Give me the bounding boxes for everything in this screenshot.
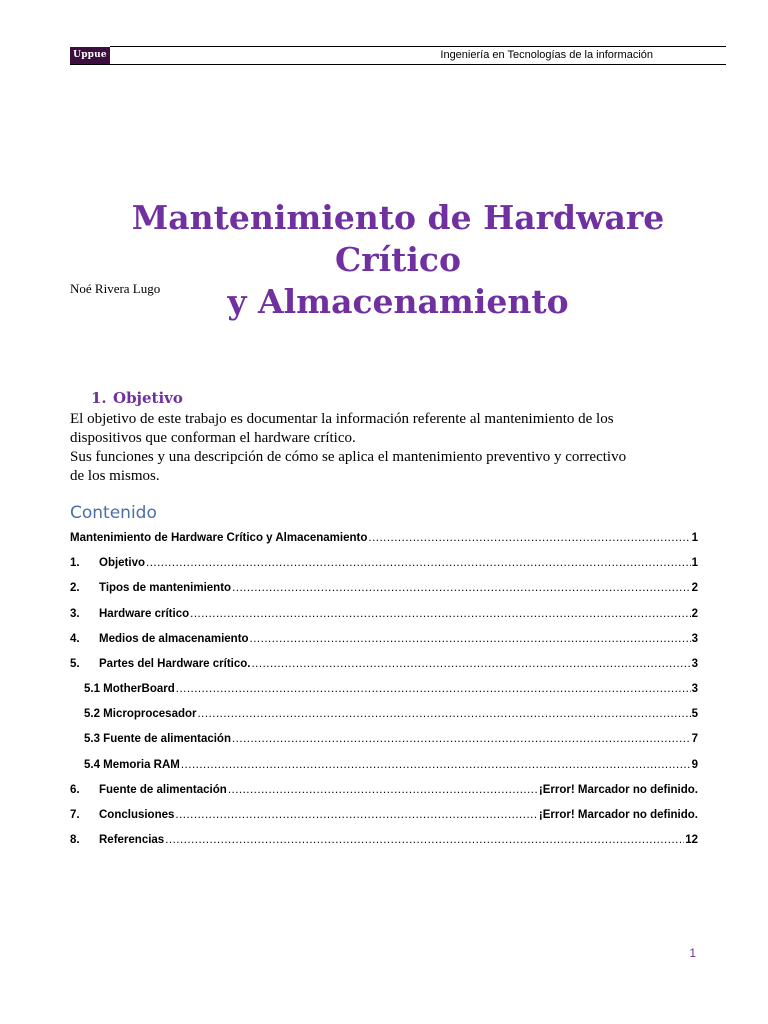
toc-entry-label: Objetivo [99,557,146,569]
toc-entry-label: 5.2 Microprocesador [84,708,197,720]
toc-entry-6[interactable] [70,782,698,798]
toc-entry-page: ¡Error! Marcador no definido. [538,784,698,796]
toc-entry-page: 5 [691,708,698,720]
toc-entry-number: 7. [70,809,80,821]
toc-entry-label: Partes del Hardware crítico. [99,658,251,670]
toc-leader-dots [197,706,690,722]
objective-paragraph-1-line-1: El objetivo de este trabajo es documentar la información referente al mantenimiento de los [70,411,614,427]
toc-entry-5-4[interactable] [84,757,698,773]
toc-entry-number: 4. [70,633,80,645]
document-title [70,197,726,323]
objective-paragraph-1-line-2: dispositivos que conforman el hardware crítico. [70,430,356,446]
author-name: Noé Rivera Lugo [70,281,161,296]
toc-entry-number: 8. [70,834,80,846]
document-title-line-2: y Almacenamiento [227,282,569,321]
toc-entry-label: Mantenimiento de Hardware Crítico y Almacenamiento [70,532,368,544]
toc-entry-5[interactable] [70,656,698,672]
toc-entry-page: 3 [691,633,698,645]
toc-leader-dots [232,580,691,596]
toc-leader-dots [251,656,690,672]
objective-paragraph-2-line-2: de los mismos. [70,468,160,484]
toc-entry-label: Hardware crítico [99,608,190,620]
toc-entry-page: 2 [691,582,698,594]
toc-leader-dots [181,757,691,773]
toc-leader-dots [146,555,691,571]
toc-entry-7[interactable] [70,807,698,823]
toc-entry-5-2[interactable] [84,706,698,722]
header-text: Ingeniería en Tecnologías de la información [440,49,653,61]
header-badge: Uppue [70,47,110,64]
header-rule-top [110,46,726,47]
toc-entry-label: 5.1 MotherBoard [84,683,175,695]
toc-heading: Contenido [70,503,157,523]
toc-leader-dots [176,681,691,697]
toc-entry-label: Referencias [99,834,165,846]
toc-entry-number: 1. [70,557,80,569]
toc-leader-dots [165,832,684,848]
toc-entry-page: 12 [685,834,698,846]
objective-heading [91,389,183,407]
toc-entry-5-1[interactable] [84,681,698,697]
toc-entry-label: Medios de almacenamiento [99,633,249,645]
toc-entry-number: 3. [70,608,80,620]
toc-entry-1[interactable] [70,555,698,571]
toc-entry-label: Tipos de mantenimiento [99,582,232,594]
toc-entry-page: 9 [691,759,698,771]
toc-leader-dots [228,782,538,798]
toc-leader-dots [175,807,538,823]
toc-leader-dots [190,606,690,622]
toc-entry-4[interactable] [70,631,698,647]
objective-paragraph-2 [70,448,696,486]
toc-entry-2[interactable] [70,580,698,596]
objective-heading-number: 1. [91,389,107,407]
toc-entry-label: 5.3 Fuente de alimentación [84,733,231,745]
toc-entry-label: Conclusiones [99,809,175,821]
toc-entry-number: 5. [70,658,80,670]
header-rule-bottom [70,64,726,65]
toc-entry-title[interactable] [70,530,698,546]
objective-paragraph-2-line-1: Sus funciones y una descripción de cómo se aplica el mantenimiento preventivo y correctivo [70,449,627,465]
toc-entry-number: 6. [70,784,80,796]
toc-entry-page: ¡Error! Marcador no definido. [538,809,698,821]
toc-entry-number: 2. [70,582,80,594]
document-title-line-1: Mantenimiento de Hardware Crítico [131,198,665,279]
toc-entry-page: 2 [691,608,698,620]
toc-entry-page: 3 [691,683,698,695]
toc-entry-3[interactable] [70,606,698,622]
toc-entry-8[interactable] [70,832,698,848]
objective-heading-label: Objetivo [113,389,183,407]
toc-entry-page: 3 [691,658,698,670]
toc-leader-dots [250,631,691,647]
toc-entry-page: 7 [691,733,698,745]
toc-leader-dots [368,530,690,546]
objective-paragraph-1 [70,410,696,448]
toc-entry-page: 1 [691,532,698,544]
toc-entry-5-3[interactable] [84,731,698,747]
toc-entry-label: Fuente de alimentación [99,784,227,796]
toc-entry-page: 1 [691,557,698,569]
toc-entry-label: 5.4 Memoria RAM [84,759,180,771]
page-number: 1 [689,946,696,960]
toc-leader-dots [232,731,691,747]
